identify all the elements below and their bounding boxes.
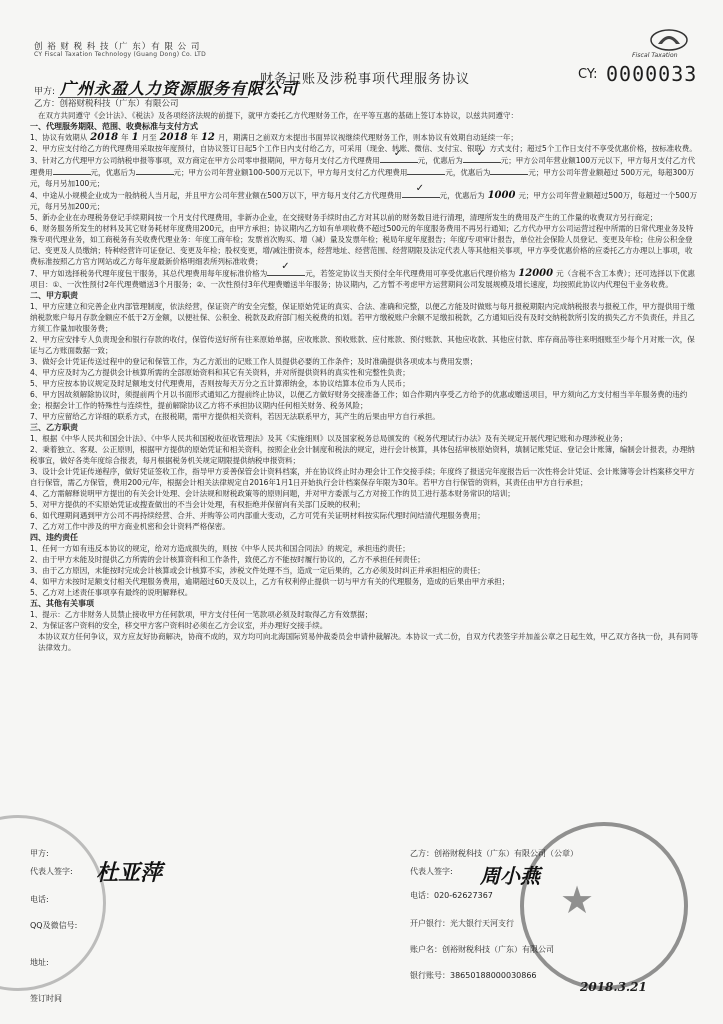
sig-a-date-label: 签订时间 <box>30 994 62 1003</box>
sig-a-address-label: 地址: <box>30 958 49 967</box>
sig-a-signature: 杜亚萍 <box>96 860 163 886</box>
party-a-label: 甲方: <box>34 87 56 97</box>
sig-b-account-name: 账户名：创裕财税科技（广东）有限公司 <box>410 945 554 954</box>
clause-3-3: 3、设计会计凭证传递程序，做好凭证签收工作，指导甲方妥善保管会计资料档案，并在协议终止时办理会计工作交接手续；年度终了报送完年度报告后一次性将会计凭证、会计账簿等会计档案移交甲方自行保管，需乙方保管，费用200元/年，根据会计相关法律规定自2016年1月1日开始执行会计档案保存年限为30年。若甲方自行保管的资料，其责任由甲方自行承担； <box>30 467 695 487</box>
section-5-title: 五、其他有关事项 <box>30 599 94 608</box>
logo-caption: Fiscal Taxation <box>632 52 678 59</box>
clause-4-3: 3、由于乙方原因，未能按时完成会计核算或会计核算不实，涉税文件处理不当，造成一定后果的，乙方必须及时纠正并承担相应的责任； <box>30 566 485 575</box>
end-year: 2018 <box>159 132 188 143</box>
sig-b-rep-label: 代表人签字: <box>410 867 453 876</box>
clause-1-6: 6、财务服务所发生的材料及其它财务耗材年度费用200元，由甲方承担；协议期内乙方如有单项收费不超过500元的年度服务费用不再另行通知；乙方代办甲方公司运营过程中所需的日常代理业务及特殊专项代理业务，如工商税务有关收费代理业务：年度工商年检；发票首次购买、增（减）量及发票年检；税局年度年度报告；年度/专项审计报告，单位社会保险人员登记、变更及年检；住房公积金登记、变更及人员缴纳；特种经营许可证登记、变更及年检；股权变更，增/减注册资本，经营地址、经营范围、经营期限及法定代表人等其他相关事项，甲方享受优惠价格的应委托乙方办理以上事项，收费标准按照乙方官方网站或乙方每年度最新价格明细表所列标准收费； <box>30 224 694 266</box>
clause-3-6: 6、如代理期间遇到甲方公司不再持续经营、合并、并购等公司内部重大变动，乙方可凭有关证明材料按实际代理时间结清代理服务费用； <box>30 511 485 520</box>
clause-1-1: 1、协议有效期从 2018 年 1 月至 2018 年 12 月，期满日之前双方未提出书面异议视继续代理财务工作，则本协议有效期自动延续一年； <box>30 132 518 143</box>
clause-1-7: 7、甲方如选择税务代理年度包干服务，其总代理费用每年度标准价格为✓ 元，若签定协议当天预付全年代理费用可享受优惠后代理价格为 12000 元（含税不含工本费）；还可选择以下优惠项目：①、一次性预付2年代理费赠送3个月服务；②、一次性预付3年代理费赠送半年服务；协议期内，乙方暂不考虑甲方运营期间公司发展规模及增长速度，均按照此协议内代理包干业务收费。 <box>30 267 698 290</box>
start-month: 1 <box>131 132 139 143</box>
section-3-title: 三、乙方职责 <box>30 423 78 432</box>
section-2-title: 二、甲方职责 <box>30 291 78 300</box>
sig-b-phone: 电话：020-62627367 <box>410 891 493 900</box>
clause-3-2: 2、秉着独立、客观、公正原则，根据甲方提供的原始凭证和相关资料，按照企业会计制度和税法的规定，进行会计核算，具体包括审核原始资料，填制记账凭证、登记会计账簿，编制会计报表，办理纳税事宜，做好各类年度综合报表，每月根据税务机关规定期限提供纳税申报资料； <box>30 445 695 465</box>
serial-number: 0000033 <box>606 62 698 86</box>
company-name-en: CY Fiscal Taxation Technology (Guang Dong) Co. LTD <box>34 51 207 58</box>
sig-b-label: 乙方：创裕财税科技（广东）有限公司（公章） <box>410 849 578 858</box>
clause-1-2: 2、甲方应支付给乙方的代理费用采取按年度预付，自协议签订日起5个工作日内支付给乙方，可采用（现金、转账、微信、支付宝、银联）方式支付；超过5个工作日支付不享受优惠价格，按标准收费。 <box>30 144 697 153</box>
end-month: 12 <box>200 132 215 143</box>
clause-2-7: 7、甲方应留给乙方详细的联系方式，在报税期，需甲方提供相关资料，若因无法联系甲方，其产生的后果由甲方自行承担。 <box>30 412 440 421</box>
clause-4-2: 2、由于甲方未能及时提供乙方所需的会计核算资料和工作条件，致使乙方不能按时履行协议的，乙方不承担任何责任； <box>30 555 425 564</box>
clause-2-6: 6、甲方因故须解除协议时，须提前两个月以书面形式通知乙方提前终止协议，以便乙方做好财务交接准备工作；如合作期内享受乙方给予的优惠或赠送项目，甲方须向乙方支付相当半年服务费的违约金；根据会计工作的特殊性与连续性，提前解除协议乙方将不承担协议期内任何相关财务、税务风险； <box>30 390 688 410</box>
sig-a-phone-label: 电话: <box>30 895 49 904</box>
sig-b-signature: 周小燕 <box>480 864 540 888</box>
section-4-title: 四、违约责任 <box>30 533 78 542</box>
seal-star-icon: ★ <box>560 878 595 922</box>
sig-a-rep-label: 代表人签字: <box>30 867 73 876</box>
clause-4-4: 4、如甲方未按时足额支付相关代理服务费用，逾期超过60天及以上，乙方有权利停止提供一切与甲方有关的代理服务，造成的后果由甲方承担； <box>30 577 510 586</box>
clause-3-7: 7、乙方对工作中涉及的甲方商业机密和会计资料严格保密。 <box>30 522 230 531</box>
intro-paragraph: 在双方共同遵守《会计法》、《税法》及各项经济法规的前提下，就甲方委托乙方代理财务工作，在平等互惠的基础上签订本协议，以兹共同遵守： <box>38 111 518 120</box>
sig-b-account-number: 银行账号：38650188000030866 <box>410 971 537 980</box>
clause-2-2: 2、甲方应安排专人负责现金和银行存款的收付，保管传送好所有往来原始单据，应收账款、预收账款、应付账款、预付账款、其他应收款、其他应付款、库存商品等往来明细账至少每个月对账一次，保证与乙方账面数据一致； <box>30 335 695 355</box>
start-year: 2018 <box>90 132 119 143</box>
party-a-seal <box>0 815 106 991</box>
clause-2-5: 5、甲方应按本协议规定及时足额地支付代理费用，否则按每天万分之五计算滞纳金，本协议结算本位币为人民币； <box>30 379 410 388</box>
clause-3-4: 4、乙方需解释说明甲方提出的有关会计处理、会计法规和财税政策等的原则问题，并对甲方委派与乙方对接工作的员工进行基本财务常识的培训； <box>30 489 515 498</box>
company-name-cn: 创 裕 财 税 科 技（广 东）有 限 公 司 <box>34 42 201 52</box>
section-1-title: 一、代理服务期限、范围、收费标准与支付方式 <box>30 122 198 131</box>
sig-a-qq-label: QQ及微信号: <box>30 921 78 930</box>
fiscal-taxation-logo-icon <box>646 26 692 52</box>
clause-1-3: 3、针对乙方代理甲方公司纳税申报等事项，双方商定在甲方公司零申报期间，甲方每月支付乙方代理费用✓ 元，优惠后为✓ 元；甲方公司年营业额100万元以下，甲方每月支付乙方代理费用 元，优惠后为 元；甲方公司年营业额100-500万元以下，甲方每月支付乙方代理费用 元，优惠后为 元；甲方公司年营业额超过 500万元，每超300万元，每月另加100元； <box>30 154 698 189</box>
clause-1-4: 4、中途从小规模企业成为一般纳税人当月起，并且甲方公司年营业额在500万以下，甲方每月支付乙方代理费用✓ 元，优惠后为 1000 元；甲方公司年营业额超过500万，每超过一个500万元，每月另加200元； <box>30 189 698 212</box>
clause-5-1: 1、提示：乙方非财务人员禁止接收甲方任何款项，甲方支付任何一笔款项必须及时取得乙方有效票据； <box>30 610 373 619</box>
clause-5-2: 2、为保证客户资料的安全，移交甲方客户资料时必须在乙方会议室，并办理好交接手续。 <box>30 621 328 630</box>
clause-4-1: 1、任何一方如有违反本协议的规定，给对方造成损失的，则按《中华人民共和国合同法》的规定，承担违约责任； <box>30 544 410 553</box>
sig-a-label: 甲方: <box>30 849 49 858</box>
contract-body <box>30 110 698 653</box>
clause-3-1: 1、根据《中华人民共和国会计法》、《中华人民共和国税收征收管理法》及其《实施细则》以及国家税务总局颁发的《税务代理试行办法》及有关规定开展代理记账和办理涉税业务； <box>30 434 628 443</box>
party-a-name: 广州永盈人力资源服务有限公司 <box>60 79 299 98</box>
closing-paragraph: 本协议双方任何争议，双方应友好协商解决，协商不成的，双方均可向北海国际贸易仲裁委员会申请仲裁解决。本协议一式二份，自双方代表签字并加盖公章之日起生效，甲乙双方各执一份，具有同等法律效力。 <box>38 632 698 652</box>
clause-3-5: 5、对甲方提供的不实原始凭证或搜查做出的不当会计处理，有权拒绝并保留向有关部门反映的权利； <box>30 500 365 509</box>
clause-1-5: 5、新办企业在办理税务登记手续期间按一个月支付代理费用，非新办企业，在交接财务手续时由乙方对其以前的财务数目进行清理，清理所发生的费用及产生的工作量的收费双方另行商定； <box>30 213 658 222</box>
serial-label: CY: <box>578 67 598 82</box>
clause-2-1: 1、甲方应建立和完善企业内部管理制度，依法经营，保证资产的安全完整，保证原始凭证的真实、合法、准确和完整，以便乙方能及时做账与每月报税期限内完成纳税报表与报税工作，甲方提供用于缴纳税款账户每月存款金额应不低于2万金额，以便社保、公积金、税款及政府部门相关税费的扣划。若甲方缴税账户余额不足缴扣税款，乙方通知后没有及时交纳税款所引发的损失乙方不负责任，并且乙方须工作量加收服务费； <box>30 302 695 333</box>
clause-2-4: 4、甲方应及时为乙方提供会计核算所需的全部原始资料和其它有关资料，并对所提供资料的真实性和完整性负责； <box>30 368 410 377</box>
annual-package-price: 12000 <box>518 268 554 279</box>
party-b-line: 乙方：创裕财税科技（广东）有限公司 <box>34 99 179 109</box>
discounted-fee: 1000 <box>487 190 516 201</box>
signing-date: 2018.3.21 <box>580 980 647 994</box>
sig-b-bank: 开户银行：光大银行天河支行 <box>410 919 514 928</box>
clause-4-5: 5、乙方对上述责任事项享有最终的说明解释权。 <box>30 588 193 597</box>
clause-2-3: 3、做好会计凭证传送过程中的登记和保管工作，为乙方派出的记账工作人员提供必要的工作条件；及时准确提供各项成本与费用发票； <box>30 357 478 366</box>
document-title: 财务记账及涉税事项代理服务协议 <box>260 72 471 87</box>
